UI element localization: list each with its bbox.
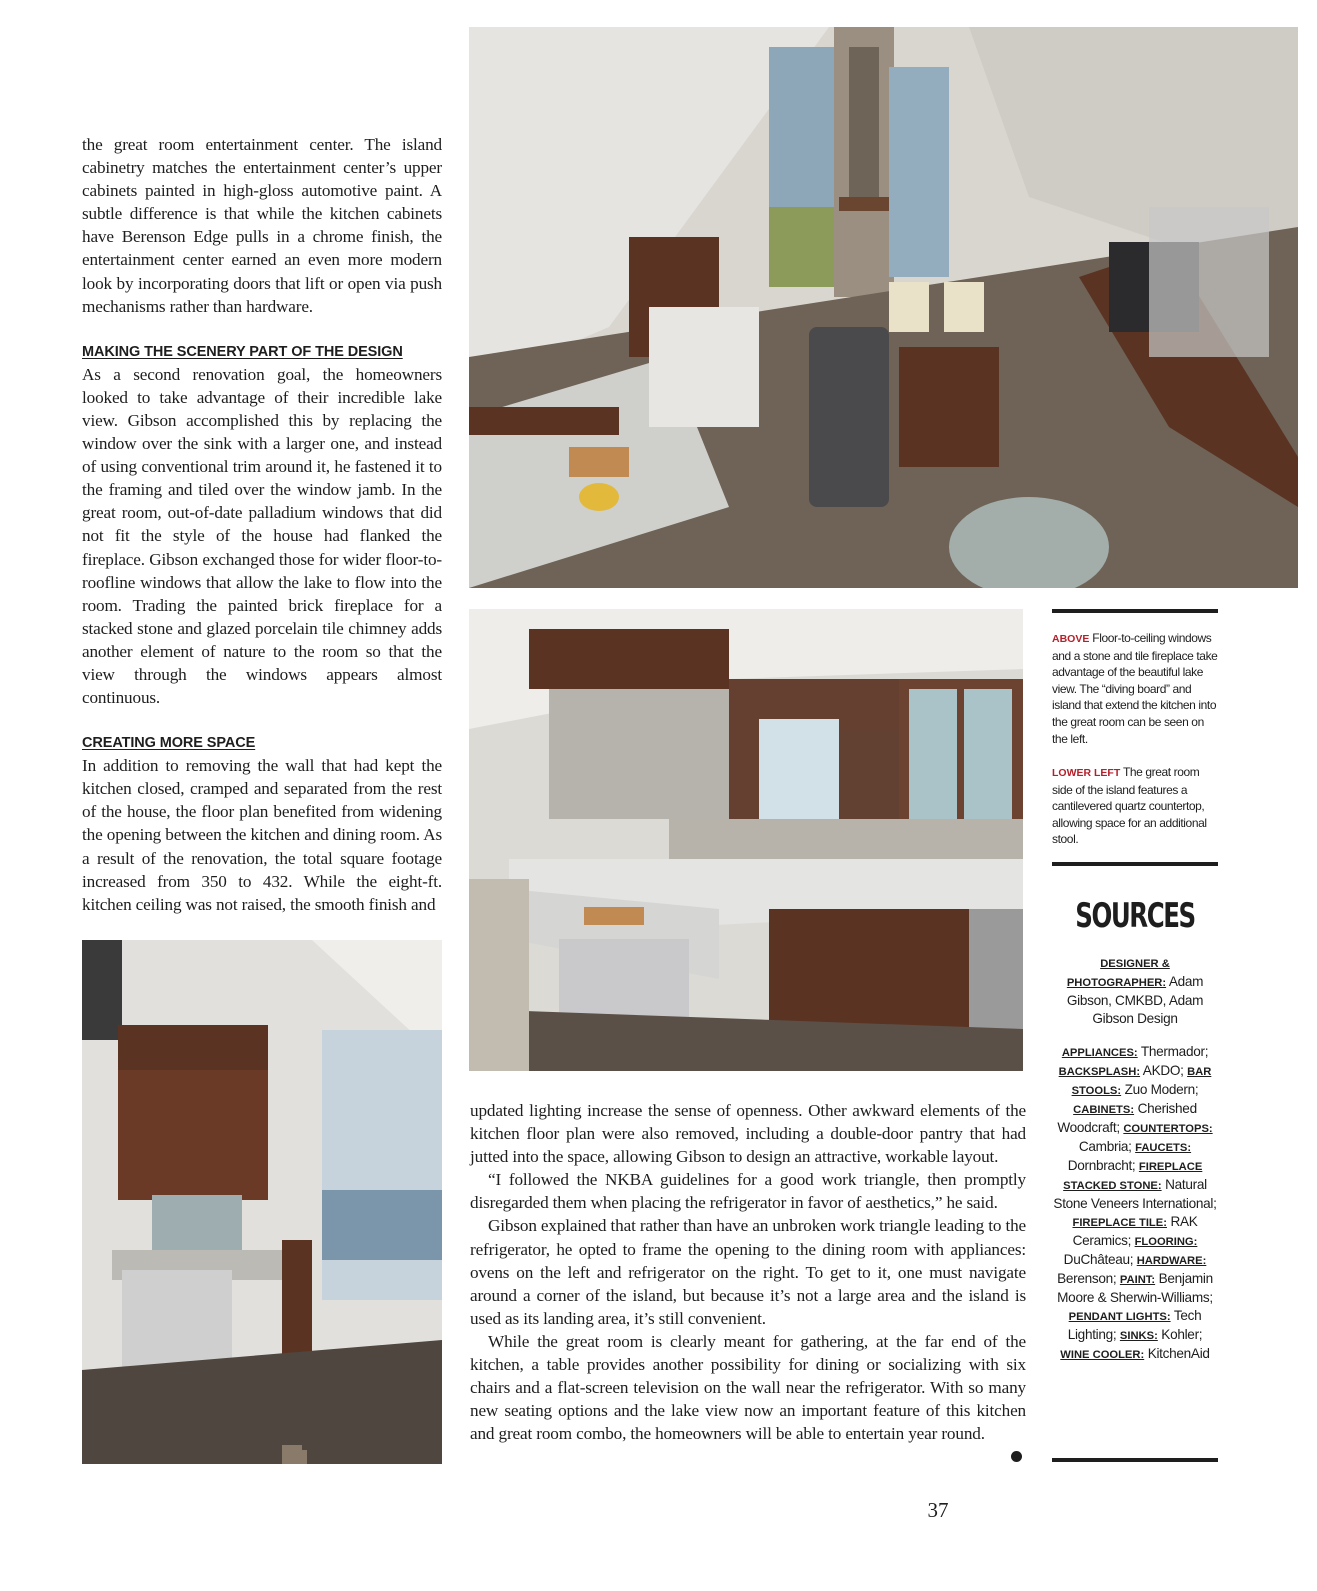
kitchen-photo — [469, 609, 1023, 1071]
sources-label: SINKS: — [1119, 1330, 1158, 1342]
sidebar-bottom-rule — [1052, 1458, 1218, 1462]
sources-value: AKDO; — [1142, 1063, 1184, 1078]
caption-text: The great room side of the island features a cantilevered quartz countertop, allowing space for an additional stool. — [1052, 765, 1207, 847]
sources-value: Tech Lighting; — [1067, 1308, 1202, 1342]
caption-tag: ABOVE — [1052, 633, 1090, 645]
end-of-article-bullet-icon — [1011, 1451, 1022, 1462]
body-paragraph: the great room entertainment center. The island cabinetry matches the entertainment center’s upper cabinets painted in high-gloss automotive paint. A subtle difference is that while the kitchen cabinets have Berenson Edge pulls in a chrome finish, the entertainment center earned an even more modern look by incorporating doors that lift or open via push mechanisms rather than hardware. — [82, 135, 442, 316]
sources-value: DuChâteau; — [1063, 1252, 1134, 1267]
sources-value: Natural Stone Veneers International; — [1053, 1177, 1217, 1211]
sources-label: BACKSPLASH: — [1058, 1066, 1141, 1078]
body-paragraph: “I followed the NKBA guidelines for a good work triangle, then promptly disregarded them when placing the refrigerator in favor of aesthetics,” he said. — [470, 1170, 1026, 1213]
caption-above — [1052, 630, 1218, 747]
body-paragraph: While the great room is clearly meant for gathering, at the far end of the kitchen, a table provides another possibility for dining or socializing with six chairs and a flat-screen television on the wall near the refrigerator. With so many new seating options and the lake view now an important feature of this kitchen and great room combo, the homeowners will be able to entertain year round. — [470, 1331, 1026, 1444]
sources-value: Zuo Modern; — [1124, 1082, 1199, 1097]
sources-label: PENDANT LIGHTS: — [1068, 1311, 1171, 1323]
sidebar-top-rule — [1052, 609, 1218, 613]
caption-tag: LOWER LEFT — [1052, 767, 1121, 779]
sources-value: KitchenAid — [1147, 1346, 1210, 1361]
sources-label: WINE COOLER: — [1060, 1349, 1145, 1361]
sources-value: Dornbracht; — [1067, 1158, 1136, 1173]
sources-list — [1052, 1043, 1218, 1364]
sources-value: Cherished Woodcraft; — [1057, 1101, 1197, 1135]
sources-label: COUNTERTOPS: — [1123, 1123, 1213, 1135]
body-paragraph: As a second renovation goal, the homeowners looked to take advantage of their incredible lake view. Gibson accomplished this by replacing the window over the sink with a larger one, and instead of using conventional trim around it, he fastened it to the framing and tiled over the window jamb. In the great room, out-of-date palladium windows that did not fit the style of the house had flanked the fireplace. Gibson exchanged those for wider floor-to-roofline windows that allow the lake to flow into the room. Trading the painted brick fireplace for a stacked stone and glazed porcelain tile chimney adds another element of nature to the room so that the view through the windows appears almost continuous. — [82, 364, 442, 708]
great-room-photo — [469, 27, 1298, 588]
sources-label: FIREPLACE STACKED STONE: — [1063, 1161, 1203, 1192]
body-paragraph: updated lighting increase the sense of openness. Other awkward elements of the kitchen floor plan were also removed, including a double-door pantry that had jutted into the space, allowing Gibson to design an attractive, workable layout. — [470, 1101, 1026, 1167]
sources-value: Benjamin Moore & Sherwin-Williams; — [1057, 1271, 1213, 1305]
right-text-column — [470, 1099, 1026, 1445]
sources-designer — [1052, 954, 1218, 1028]
sources-title: SOURCES — [1075, 896, 1195, 936]
caption-lower-left — [1052, 764, 1218, 848]
sources-label: FLOORING: — [1134, 1236, 1198, 1248]
sources-value: Cambria; — [1078, 1139, 1132, 1154]
sources-label: BAR STOOLS: — [1071, 1066, 1212, 1097]
sources-label: CABINETS: — [1073, 1104, 1135, 1116]
sources-label: PAINT: — [1119, 1274, 1156, 1286]
sources-value: Kohler; — [1161, 1327, 1203, 1342]
section-heading: CREATING MORE SPACE — [82, 735, 256, 752]
sources-value: Adam Gibson, CMKBD, Adam Gibson Design — [1066, 974, 1204, 1026]
sources-label: FAUCETS: — [1135, 1142, 1192, 1154]
left-text-column — [82, 133, 442, 916]
sources-label: HARDWARE: — [1136, 1255, 1207, 1267]
sources-label: APPLIANCES: — [1061, 1047, 1138, 1059]
sources-value: Thermador; — [1140, 1044, 1209, 1059]
body-paragraph: In addition to removing the wall that had kept the kitchen closed, cramped and separated from the rest of the house, the floor plan benefited from widening the opening between the kitchen and dining room. As a result of the renovation, the total square footage increased from 350 to 432. While the eight-ft. kitchen ceiling was not raised, the smooth finish and — [82, 756, 442, 914]
sources-value: RAK Ceramics; — [1072, 1214, 1198, 1248]
section-heading: MAKING THE SCENERY PART OF THE DESIGN — [82, 343, 403, 360]
sources-label: FIREPLACE TILE: — [1072, 1217, 1167, 1229]
sidebar-middle-rule — [1052, 862, 1218, 866]
sources-label: DESIGNER & PHOTOGRAPHER: — [1066, 958, 1170, 989]
body-paragraph: Gibson explained that rather than have an unbroken work triangle leading to the refrigerator, he opted to frame the opening to the dining room with appliances: ovens on the left and refrigerator on the right. To get to it, one must navigate around a corner of the island, but because it’s not a large area and the island is used as its landing area, it’s still convenient. — [470, 1216, 1026, 1328]
page-number: 37 — [927, 1498, 949, 1522]
island-photo — [82, 940, 442, 1464]
caption-text: Floor-to-ceiling windows and a stone and tile fireplace take advantage of the beautiful lake view. The “diving board” and island that extend the kitchen into the great room can be seen on the left. — [1052, 631, 1218, 746]
sources-value: Berenson; — [1057, 1271, 1117, 1286]
